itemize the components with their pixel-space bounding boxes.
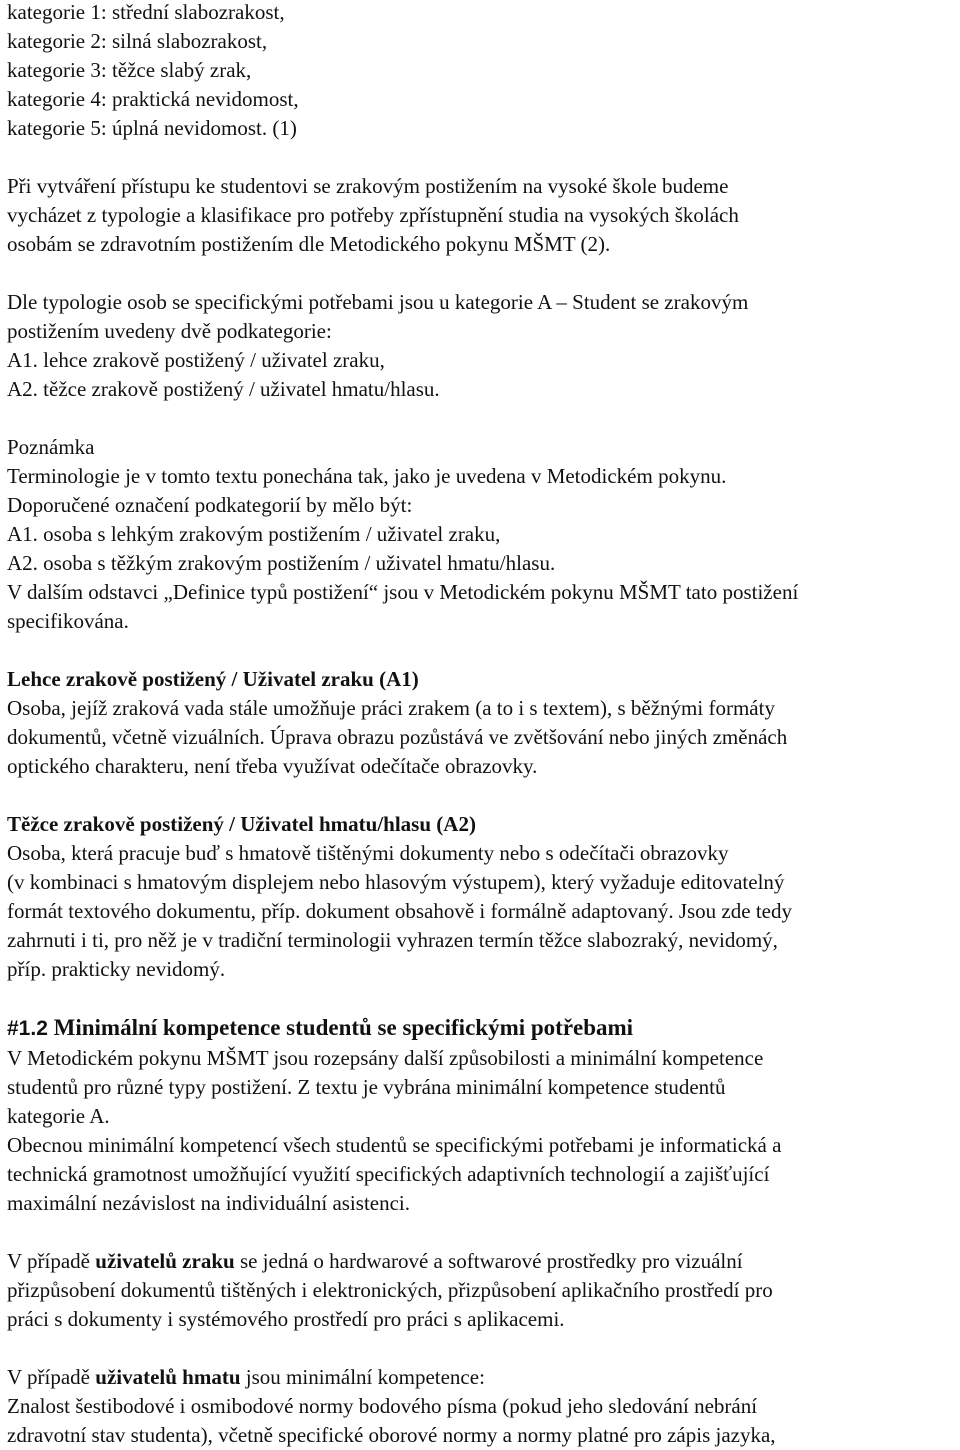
text-line: A2. osoba s těžkým zrakovým postižením / uživatel hmatu/hlasu.: [7, 551, 556, 575]
text-line: přizpůsobení dokumentů tištěných i elektronických, přizpůsobení aplikačního prostředí pro: [7, 1278, 773, 1302]
hmat-block: [7, 1363, 957, 1450]
text-line: Dle typologie osob se specifickými potřebami jsou u kategorie A – Student se zrakovým: [7, 290, 749, 314]
text-line: studentů pro různé typy postižení. Z textu je vybrána minimální kompetence studentů: [7, 1075, 726, 1099]
text-line: příp. prakticky nevidomý.: [7, 957, 226, 981]
text-line: Znalost šestibodové i osmibodové normy bodového písma (pokud jeho sledování nebrání: [7, 1394, 758, 1418]
text-line: práci s dokumenty i systémového prostředí pro práci s aplikacemi.: [7, 1307, 565, 1331]
section-block: [7, 1012, 957, 1218]
zrak-block: [7, 1247, 957, 1334]
category-item: kategorie 2: silná slabozrakost,: [7, 29, 268, 53]
hmat-rest: jsou minimální kompetence:: [240, 1365, 485, 1389]
text-line: dokumentů, včetně vizuálních. Úprava obrazu pozůstává ve zvětšování nebo jiných změnách: [7, 725, 788, 749]
text-line: optického charakteru, není třeba využívat odečítače obrazovky.: [7, 754, 538, 778]
text-line: zdravotní stav studenta), včetně specifické oborové normy a normy platné pro zápis jazyka,: [7, 1423, 776, 1447]
text-line: V Metodickém pokynu MŠMT jsou rozepsány další způsobilosti a minimální kompetence: [7, 1046, 764, 1070]
subcategory-a1: A1. lehce zrakově postižený / uživatel zraku,: [7, 348, 385, 372]
spacer: [7, 143, 957, 172]
text-line: Terminologie je v tomto textu ponechána tak, jako je uvedena v Metodickém pokynu.: [7, 464, 727, 488]
text-line: Při vytváření přístupu ke studentovi se zrakovým postižením na vysoké škole budeme: [7, 174, 729, 198]
subcategory-a2: A2. těžce zrakově postižený / uživatel hmatu/hlasu.: [7, 377, 440, 401]
a1-heading: Lehce zrakově postižený / Uživatel zraku (A1): [7, 667, 419, 691]
text-line: postižením uvedeny dvě podkategorie:: [7, 319, 332, 343]
text-line: formát textového dokumentu, příp. dokument obsahově i formálně adaptovaný. Jsou zde tedy: [7, 899, 792, 923]
a2-heading: Těžce zrakově postižený / Uživatel hmatu/hlasu (A2): [7, 812, 476, 836]
text-line: osobám se zdravotním postižením dle Metodického pokynu MŠMT (2).: [7, 232, 611, 256]
category-item: kategorie 5: úplná nevidomost. (1): [7, 116, 297, 140]
hmat-term: uživatelů hmatu: [95, 1365, 241, 1389]
text-line: Doporučené označení podkategorií by mělo být:: [7, 493, 413, 517]
text-line: technická gramotnost umožňující využití specifických adaptivních technologií a zajišťující: [7, 1162, 770, 1186]
spacer: [7, 781, 957, 810]
section-number: #1.2: [7, 1017, 48, 1040]
spacer: [7, 1218, 957, 1247]
hmat-prefix: V případě: [7, 1365, 96, 1389]
note-title: Poznámka: [7, 435, 95, 459]
text-line: V dalším odstavci „Definice typů postižení“ jsou v Metodickém pokynu MŠMT tato postižení: [7, 580, 799, 604]
a2-block: [7, 810, 957, 984]
text-line: kategorie A.: [7, 1104, 110, 1128]
category-item: kategorie 1: střední slabozrakost,: [7, 0, 285, 24]
category-list: [7, 0, 957, 143]
spacer: [7, 636, 957, 665]
text-line: Osoba, která pracuje buď s hmatově tištěnými dokumenty nebo s odečítači obrazovky: [7, 841, 729, 865]
spacer: [7, 1334, 957, 1363]
text-line: Obecnou minimální kompetencí všech studentů se specifickými potřebami je informatická a: [7, 1133, 782, 1157]
text-line: (v kombinaci s hmatovým displejem nebo hlasovým výstupem), který vyžaduje editovatelný: [7, 870, 785, 894]
spacer: [7, 404, 957, 433]
note-block: [7, 433, 957, 636]
section-heading: [7, 1012, 957, 1044]
category-item: kategorie 3: těžce slabý zrak,: [7, 58, 252, 82]
text-line: vycházet z typologie a klasifikace pro potřeby zpřístupnění studia na vysokých školách: [7, 203, 739, 227]
spacer: [7, 259, 957, 288]
document-page: [7, 0, 957, 1450]
text-line: Osoba, jejíž zraková vada stále umožňuje práci zrakem (a to i s textem), s běžnými formáty: [7, 696, 775, 720]
paragraph-typology: [7, 288, 957, 404]
text-line: [7, 1363, 957, 1392]
spacer: [7, 984, 957, 1010]
zrak-term: uživatelů zraku: [95, 1249, 235, 1273]
zrak-prefix: V případě: [7, 1249, 96, 1273]
zrak-rest: se jedná o hardwarové a softwarové prostředky pro vizuální: [234, 1249, 743, 1273]
section-title: Minimální kompetence studentů se specifickými potřebami: [53, 1015, 634, 1040]
text-line: maximální nezávislost na individuální asistenci.: [7, 1191, 410, 1215]
text-line: A1. osoba s lehkým zrakovým postižením / uživatel zraku,: [7, 522, 501, 546]
text-line: [7, 1247, 957, 1276]
text-line: zahrnuti i ti, pro něž je v tradiční terminologii vyhrazen termín těžce slabozraký, nevidomý,: [7, 928, 778, 952]
paragraph-approach: [7, 172, 957, 259]
text-line: specifikována.: [7, 609, 129, 633]
a1-block: [7, 665, 957, 781]
category-item: kategorie 4: praktická nevidomost,: [7, 87, 299, 111]
